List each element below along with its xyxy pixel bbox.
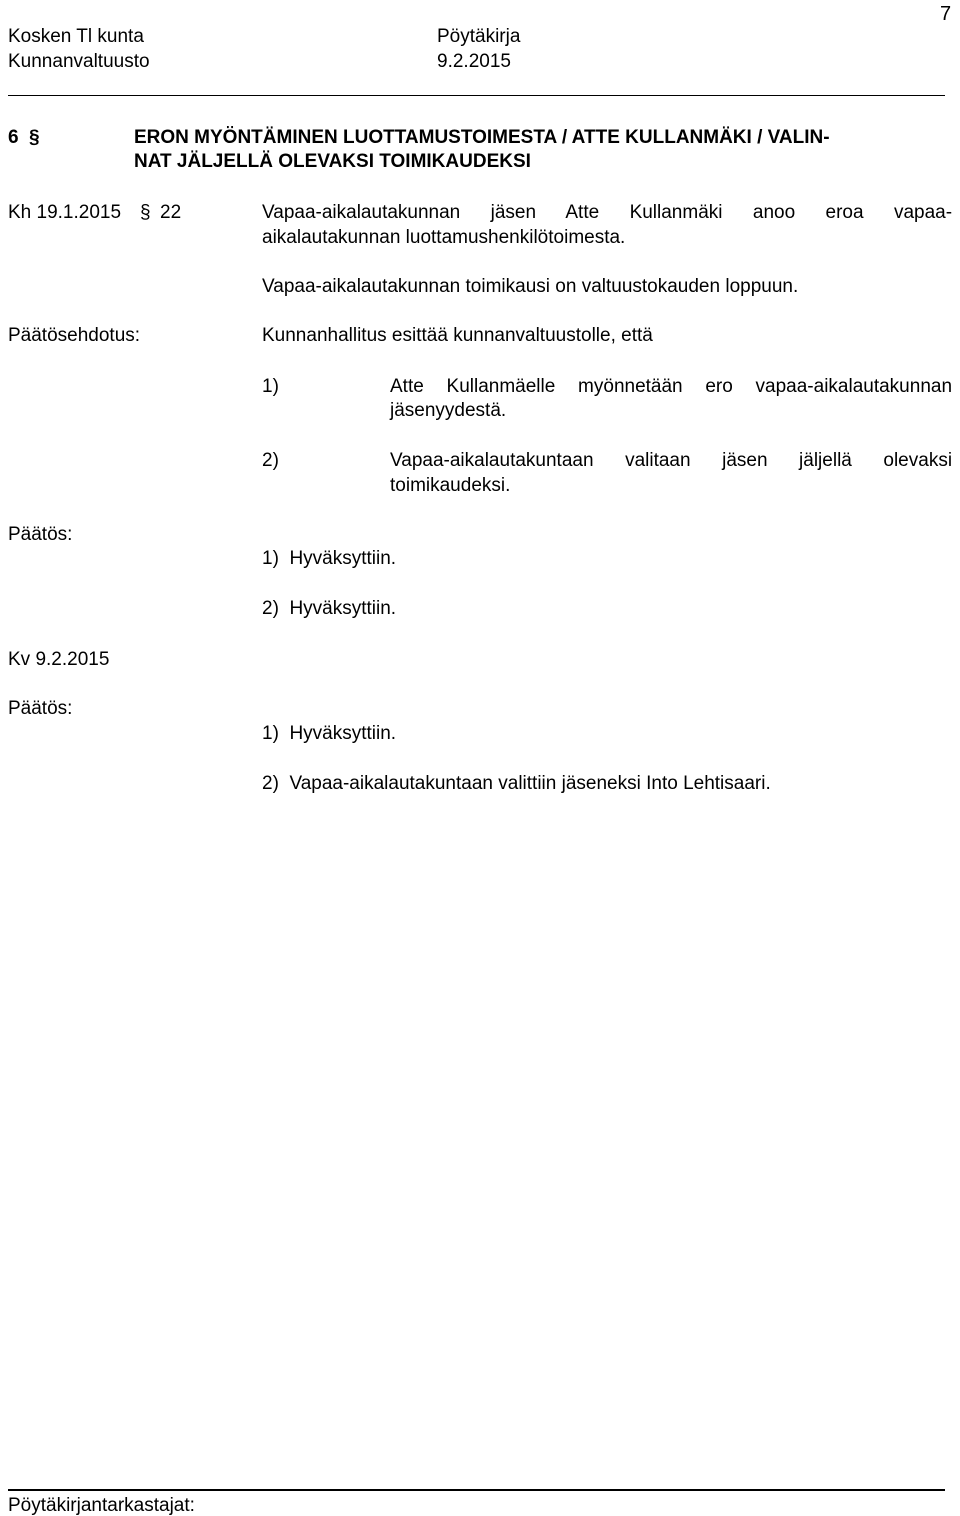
word: Atte: [565, 202, 600, 223]
proposal-item-1-line2: jäsenyydestä.: [390, 400, 507, 421]
kh-ref-prefix: Kh 19.1.2015: [8, 202, 122, 223]
section-number: 6: [8, 127, 19, 148]
word: valitaan: [625, 450, 691, 471]
word: Vapaa-aikalautakuntaan: [390, 450, 594, 471]
proposal-intro: Kunnanhallitus esittää kunnanvaltuustolle, että: [262, 325, 653, 346]
kh-ref-number: 22: [160, 202, 182, 223]
section-symbol: §: [29, 127, 40, 148]
kh-decision-1: 1) Hyväksyttiin.: [262, 548, 397, 569]
kh-para1-line1: [262, 203, 952, 222]
proposal-item-1-number: 1): [262, 376, 279, 397]
header-org: Kosken Tl kunta: [8, 26, 144, 47]
footer-rule: [8, 1489, 945, 1491]
page-number: 7: [940, 3, 952, 25]
word: Kullanmäki: [629, 202, 723, 223]
section-title-line1: ERON MYÖNTÄMINEN LUOTTAMUSTOIMESTA / ATTE KULLANMÄKI / VALIN-: [134, 127, 830, 148]
word: jäsen: [722, 450, 768, 471]
word: jäsen: [490, 202, 537, 223]
word: eroa: [825, 202, 864, 223]
kv-ref: Kv 9.2.2015: [8, 649, 110, 670]
header-date: 9.2.2015: [437, 51, 511, 72]
word: anoo: [752, 202, 796, 223]
kv-decision-2: 2) Vapaa-aikalautakuntaan valittiin jäseneksi Into Lehtisaari.: [262, 773, 771, 794]
proposal-item-2-line2: toimikaudeksi.: [390, 475, 511, 496]
section-title-line2: NAT JÄLJELLÄ OLEVAKSI TOIMIKAUDEKSI: [134, 151, 531, 172]
word: myönnetään: [578, 376, 683, 397]
proposal-label: Päätösehdotus:: [8, 325, 141, 346]
kh-decision-label: Päätös:: [8, 524, 73, 545]
kh-para1-line2: aikalautakunnan luottamushenkilötoimesta.: [262, 227, 626, 248]
kv-decision-1: 1) Hyväksyttiin.: [262, 723, 397, 744]
word: Vapaa-aikalautakunnan: [262, 202, 461, 223]
header-doc-type: Pöytäkirja: [437, 26, 521, 47]
word: olevaksi: [883, 450, 953, 471]
word: ero: [705, 376, 733, 397]
kh-decision-2: 2) Hyväksyttiin.: [262, 598, 397, 619]
footer-label: Pöytäkirjantarkastajat:: [8, 1495, 195, 1516]
proposal-item-1-line1: [390, 377, 952, 396]
word: Kullanmäelle: [446, 376, 556, 397]
proposal-item-2-line1: [390, 451, 952, 470]
proposal-item-2-number: 2): [262, 450, 279, 471]
header-body: Kunnanvaltuusto: [8, 51, 150, 72]
kv-decision-label: Päätös:: [8, 698, 73, 719]
header-rule: [8, 95, 945, 96]
kh-ref-symbol: §: [140, 202, 151, 223]
word: Atte: [390, 376, 424, 397]
kh-para2: Vapaa-aikalautakunnan toimikausi on valtuustokauden loppuun.: [262, 276, 799, 297]
word: jäljellä: [799, 450, 852, 471]
word: vapaa-aikalautakunnan: [755, 376, 953, 397]
word: vapaa-: [893, 202, 953, 223]
